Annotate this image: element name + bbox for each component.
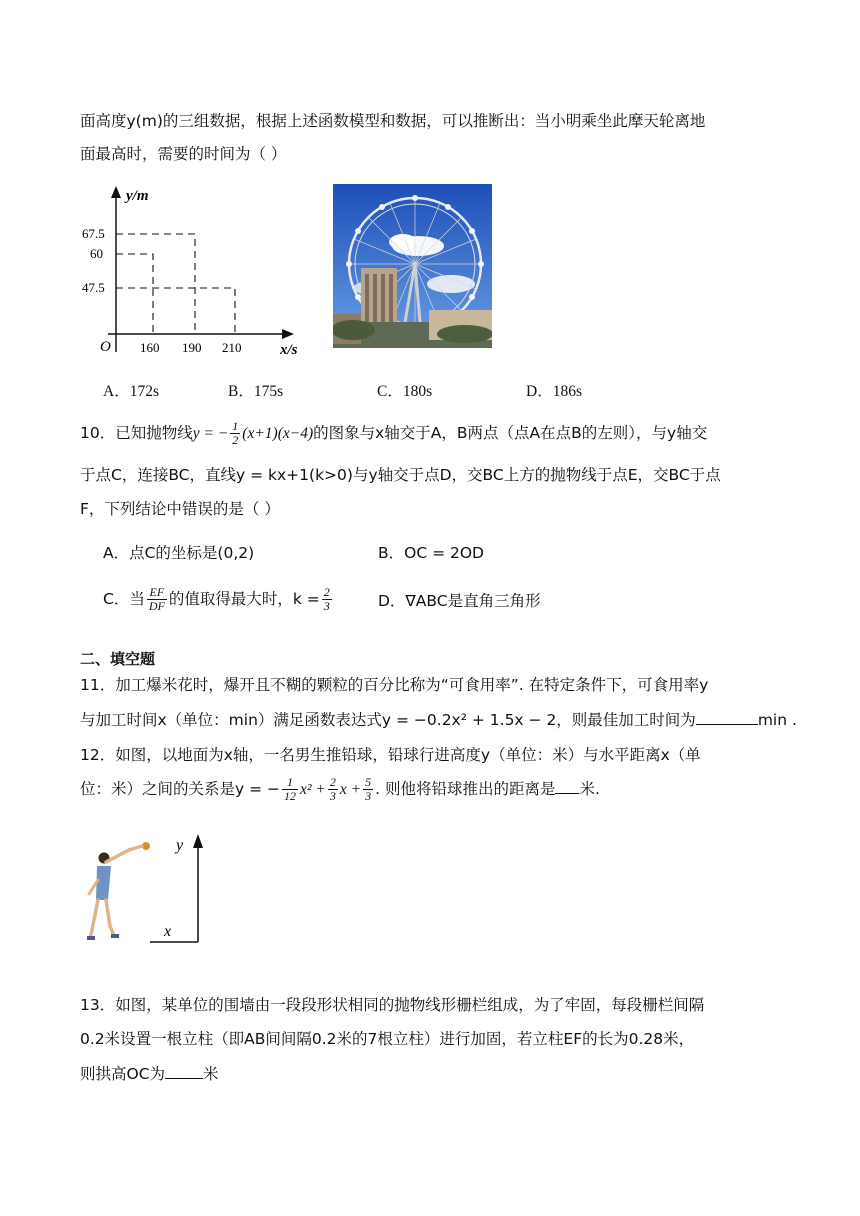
q13-line-1: 13．如图，某单位的围墙由一段段形状相同的抛物线形栅栏组成，为了牢固，每段栅栏间隔 — [80, 996, 705, 1014]
q12-answer-blank[interactable] — [555, 777, 579, 794]
q10-option-c-k-fraction: $\frac{2}{3}$ — [323, 585, 330, 613]
guide-190 — [116, 234, 195, 334]
q10-eq-fraction: $\frac{1}{2}$ — [232, 419, 239, 447]
q9-option-b: B．175s — [228, 383, 284, 400]
q10-option-a: A．点C的坐标是(0,2) — [103, 544, 255, 562]
q10-option-c-fraction: $\frac{EF}{DF}$ — [148, 585, 165, 613]
q9-option-c: C．180s — [377, 383, 433, 400]
q10-option-b: B．OC = 2OD — [378, 544, 484, 562]
q13-line-3: 则拱高OC为 米 — [80, 1062, 219, 1085]
q10-equation-tail: (x+1)(x−4) — [242, 425, 314, 442]
x-tick-190: 190 — [182, 340, 202, 355]
origin-label: O — [100, 339, 111, 355]
q9-graph — [78, 182, 310, 362]
q11-line-1: 11．加工爆米花时，爆开且不糊的颗粒的百分比称为“可食用率”. 在特定条件下，可食用率y — [80, 676, 709, 694]
x-tick-160: 160 — [140, 340, 160, 355]
q9-option-a: A．172s — [103, 383, 159, 400]
q10-equation: y = − — [192, 425, 229, 442]
q12-fraction-2: $\frac{2}{3}$ — [329, 775, 336, 803]
q12-fraction-3: $\frac{5}{3}$ — [365, 775, 372, 803]
ferris-wheel-photo — [333, 184, 492, 348]
x-tick-210: 210 — [222, 340, 242, 355]
q10-option-c: C．当 $\frac{EF}{DF}$ 的值取得最大时，k = $\frac{2}{3}$ — [103, 585, 330, 613]
x-axis-label: x/s — [280, 342, 298, 358]
q13-answer-blank[interactable] — [165, 1062, 203, 1079]
q12-y-label: y — [176, 837, 184, 854]
guide-210 — [116, 288, 235, 334]
y-tick-47-5: 47.5 — [82, 280, 105, 295]
x-axis-arrow — [282, 329, 294, 339]
y-axis-arrow — [111, 186, 121, 198]
section-title: 二、填空题 — [80, 650, 156, 668]
q12-fraction-1: $\frac{1}{12}$ — [284, 775, 297, 803]
q9-line-2: 面最高时，需要的时间为（ ） — [80, 145, 287, 163]
q11-answer-blank[interactable] — [696, 708, 758, 725]
q10-line-2: 于点C，连接BC，直线y = kx+1(k>0)与y轴交于点D，交BC上方的抛物线于点E，交BC于点 — [80, 466, 721, 484]
q10-line-3: F，下列结论中错误的是（ ） — [80, 500, 280, 518]
q10-intro-rest: 的图象与x轴交于A，B两点（点A在点B的左则），与y轴交 — [313, 424, 708, 442]
q12-x-label: x — [164, 923, 172, 940]
q9-line-1: 面高度y(m)的三组数据，根据上述函数模型和数据，可以推断出：当小明乘坐此摩天轮离地 — [80, 112, 706, 130]
q10-option-d: D．∇ABC是直角三角形 — [378, 592, 541, 610]
q10-line-1 — [80, 420, 707, 447]
q12-line-2: 位：米）之间的关系是y = − $\frac{1}{12}$ x² + $\frac{2}{3}$ x + $\frac{5}{3}$ . 则他将铅球推出的距离是 米. — [80, 775, 600, 803]
y-tick-60: 60 — [90, 246, 103, 261]
q10-intro: 10．已知抛物线 — [80, 424, 193, 442]
q11-line-2: 与加工时间x（单位：min）满足函数表达式y = −0.2x² + 1.5x − 2，则最佳加工时间为 min . — [80, 708, 797, 731]
q12-figure — [84, 830, 214, 950]
q13-line-2: 0.2米设置一根立柱（即AB间间隔0.2米的7根立柱）进行加固，若立柱EF的长为0.28米， — [80, 1030, 695, 1048]
q9-option-d: D．186s — [526, 383, 582, 400]
thrower-figure — [87, 842, 150, 940]
q12-line-1: 12．如图，以地面为x轴，一名男生推铅球，铅球行进高度y（单位：米）与水平距离x（单 — [80, 746, 701, 764]
guide-160 — [116, 254, 153, 334]
y-tick-67-5: 67.5 — [82, 226, 105, 241]
y-axis-label: y/m — [126, 188, 149, 204]
